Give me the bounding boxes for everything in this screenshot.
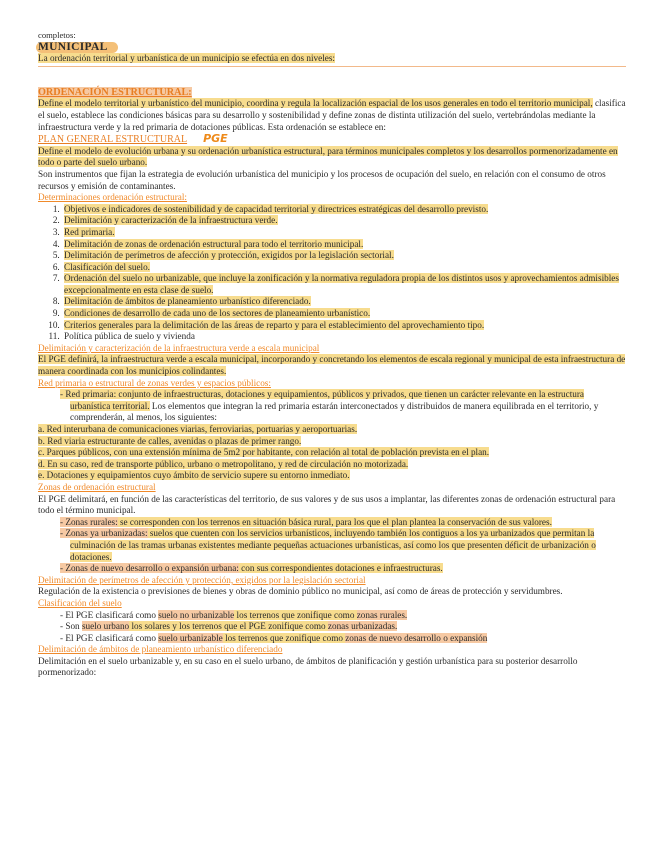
top-word: completos: <box>38 30 76 40</box>
zonas-text: El PGE delimitará, en función de las características del territorio, de sus valores y de sus usos a implantar, las diferentes zonas de ordenación estructural para todo el término municipal. <box>38 493 616 516</box>
red-primaria-intro: - Red primaria: conjunto de infraestructuras, dotaciones y equipamientos, públicos y privados, que tienen un carácter relevante en la estructura urbanística territorial. Los elementos que integran la red primaria estarán interconectados y distribuidos de manera equilibrada en el territorio, y comprenderán, al menos, los siguientes: <box>60 389 599 423</box>
list-item: e. Dotaciones y equipamientos cuyo ámbito de servicio supere su entorno inmediato. <box>38 470 350 481</box>
list-item: 7. Ordenación del suelo no urbanizable, que incluye la zonificación y la normativa reguladora propia de los distintos usos y aprovechamientos admisibles excepcionalmente en esta clase de suelo. <box>62 273 626 296</box>
determinations-list <box>38 204 626 343</box>
clasificacion-line-2: - Son suelo urbano los solares y los terrenos que el PGE zonifique como zonas urbanizadas. <box>60 621 398 632</box>
perimetros-title: Delimitación de perímetros de afección y protección, exigidos por la legislación sectorial <box>38 574 366 585</box>
zonas-nuevo-desarrollo: - Zonas de nuevo desarrollo o expansión urbana: con sus correspondientes dotaciones e infraestructuras. <box>60 563 443 574</box>
zonas-urbanizadas: - Zonas ya urbanizadas: suelos que cuenten con los servicios urbanísticos, incluyendo también los contiguos a los ya urbanizados que permitan la culminación de las tramas urbanas existentes mediante pequeñas actuaciones urbanísticas, así como los que presenten déficit de urbanización o dotaciones. <box>60 528 596 562</box>
list-item: 10. Criterios generales para la delimitación de las áreas de reparto y para el establecimiento del aprovechamiento tipo. <box>62 320 626 332</box>
list-item: 8. Delimitación de ámbitos de planeamiento urbanístico diferenciado. <box>62 296 626 308</box>
determinations-title: Determinaciones ordenación estructural: <box>38 192 187 203</box>
infra-verde-text: El PGE definirá, la infraestructura verde a escala municipal, incorporando y concretando los elementos de escala regional y municipal de esta infraestructura de manera coordinada con los municipios colindantes. <box>38 354 626 377</box>
pge-definition: Define el modelo de evolución urbana y su ordenación urbanística estructural, para términos municipales completos y los desarrollos pormenorizadamente en todo o parte del suelo urbano. <box>38 145 618 168</box>
list-item: 2. Delimitación y caracterización de la infraestructura verde. <box>62 215 626 227</box>
list-item: 4. Delimitación de zonas de ordenación estructural para todo el territorio municipal. <box>62 239 626 251</box>
pge-instruments: Son instrumentos que fijan la estrategia de evolución urbanística del municipio y los procesos de ocupación del suelo, en relación con el consumo de otros recursos y emisión de contaminantes. <box>38 168 606 191</box>
estructural-paragraph: Define el modelo territorial y urbanístico del municipio, coordina y regula la localización espacial de los usos generales en todo el territorio municipal, clasifica el suelo, establece las condiciones básicas para su desarrollo y sostenibilidad y define zonas de distinta utilización del suelo, vertebrándolas mediante la infraestructura verde y la red primaria de dotaciones públicas. Esta ordenación se establece en: <box>38 98 626 132</box>
clasificacion-line-1: - El PGE clasificará como suelo no urbanizable los terrenos que zonifique como zonas rurales. <box>60 609 408 620</box>
pge-badge: PGE <box>203 132 228 146</box>
ordenacion-estructural-title: ORDENACIÓN ESTRUCTURAL: <box>38 86 192 98</box>
municipal-title: MUNICIPAL <box>36 42 118 54</box>
pge-heading: PLAN GENERAL ESTRUCTURAL PGE <box>38 132 228 146</box>
list-item: 3. Red primaria. <box>62 227 626 239</box>
ambitos-text: Delimitación en el suelo urbanizable y, en su caso en el suelo urbano, de ámbitos de planificación y gestión urbanística para su posterior desarrollo pormenorizado: <box>38 655 578 678</box>
intro-text: La ordenación territorial y urbanística de un municipio se efectúa en dos niveles: <box>38 53 626 67</box>
red-primaria-title: Red primaria o estructural de zonas verdes y espacios públicos: <box>38 377 271 388</box>
clasificacion-title: Clasificación del suelo <box>38 597 122 608</box>
list-item: 5. Delimitación de perímetros de afección y protección, exigidos por la legislación sectorial. <box>62 250 626 262</box>
perimetros-text: Regulación de la existencia o previsiones de bienes y obras de dominio público no municipal, así como de áreas de protección y servidumbres. <box>38 586 563 597</box>
infra-verde-title: Delimitación y caracterización de la infraestructura verde a escala municipal <box>38 342 320 353</box>
list-item: c. Parques públicos, con una extensión mínima de 5m2 por habitante, con relación al total de población prevista en el plan. <box>38 447 490 458</box>
zonas-title: Zonas de ordenación estructural <box>38 481 156 492</box>
list-item: 11. Política pública de suelo y vivienda <box>62 331 626 343</box>
list-item: 9. Condiciones de desarrollo de cada uno de los sectores de planeamiento urbanístico. <box>62 308 626 320</box>
zonas-rurales: - Zonas rurales: se corresponden con los terrenos en situación básica rural, para los que el plan plantea la conservación de sus valores. <box>60 516 552 527</box>
list-item: 6. Clasificación del suelo. <box>62 262 626 274</box>
clasificacion-line-3: - El PGE clasificará como suelo urbanizable los terrenos que zonifique como zonas de nuevo desarrollo o expansión <box>60 632 488 643</box>
list-item: d. En su caso, red de transporte público, urbano o metropolitano, y red de circulación no motorizada. <box>38 458 409 469</box>
list-item: a. Red interurbana de comunicaciones viarias, ferroviarias, portuarias y aeroportuarias. <box>38 424 358 434</box>
list-item: 1. Objetivos e indicadores de sostenibilidad y de capacidad territorial y directrices estratégicas del desarrollo previsto. <box>62 204 626 216</box>
ambitos-title: Delimitación de ámbitos de planeamiento urbanístico diferenciado <box>38 644 283 655</box>
list-item: b. Red viaria estructurante de calles, avenidas o plazas de primer rango. <box>38 435 302 446</box>
spacer <box>38 67 626 87</box>
